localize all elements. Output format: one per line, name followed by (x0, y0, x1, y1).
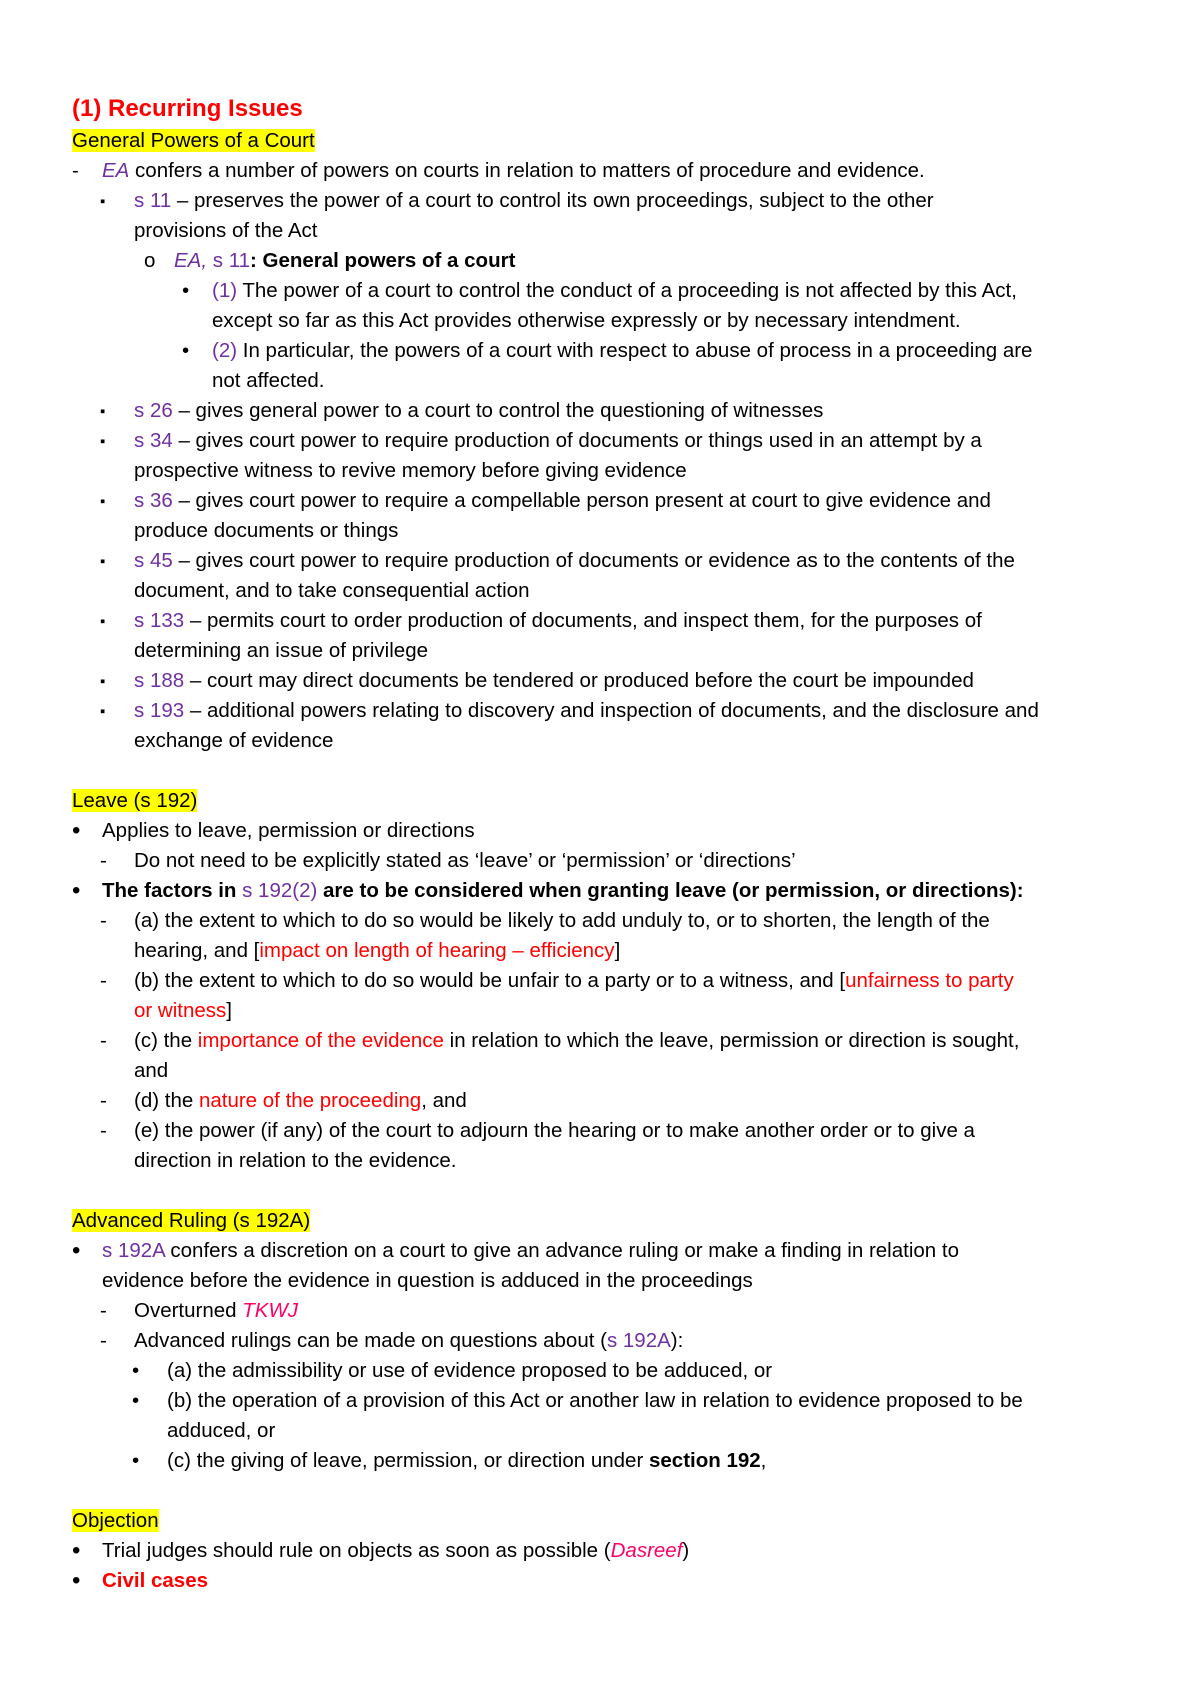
list-item-text (134, 1296, 1132, 1326)
text-run: direction in relation to the evidence. (134, 1149, 457, 1172)
list-item-text (134, 1326, 1132, 1356)
section-heading-text: Leave (s 192) (72, 789, 198, 812)
list-item-text (134, 396, 1132, 426)
list-item (72, 1356, 1132, 1386)
text-run: ) (682, 1539, 690, 1562)
bullet-marker: - (100, 909, 107, 932)
list-item-text (102, 1536, 1132, 1566)
list-item (72, 1386, 1132, 1446)
list-item-text (134, 1026, 1132, 1086)
bullet-marker: ▪ (100, 193, 106, 210)
text-run: section 192 (648, 1449, 761, 1472)
text-run: – court may direct documents be tendered or produced before the court be impounded (184, 669, 974, 692)
text-run: nature of the proceeding (198, 1089, 422, 1112)
text-run: s 11 (212, 249, 250, 272)
list-item (72, 816, 1132, 846)
text-run: In particular, the powers of a court with respect to abuse of process in a proceeding are (237, 339, 1033, 362)
list-item (72, 246, 1132, 276)
section-heading-text: Objection (72, 1509, 159, 1532)
list-item (72, 1236, 1132, 1296)
text-run: (2) (212, 339, 238, 362)
text-run: exchange of evidence (134, 729, 334, 752)
list-item-text (102, 876, 1132, 906)
list-item-text (102, 816, 1132, 846)
text-run: – preserves the power of a court to control its own proceedings, subject to the other (171, 189, 934, 212)
list-item-text (102, 1566, 1132, 1596)
bullet-marker: • (72, 877, 81, 904)
text-run: unfairness to party (845, 969, 1014, 992)
bullet-marker: ▪ (100, 703, 106, 720)
list-item-text (167, 1446, 1132, 1476)
section-heading (72, 126, 1132, 156)
text-run: Overturned (134, 1299, 243, 1322)
list-item (72, 876, 1132, 906)
bullet-marker: ▪ (100, 403, 106, 420)
text-run: (b) the operation of a provision of this Act or another law in relation to evidence proposed to be (167, 1389, 1023, 1412)
text-run: are to be considered when granting leave (or permission, or directions): (317, 879, 1024, 902)
bullet-marker: • (182, 279, 190, 302)
text-run: hearing, and [ (134, 939, 260, 962)
text-run: (1) (212, 279, 238, 302)
text-run: evidence before the evidence in question is adduced in the proceedings (102, 1269, 753, 1292)
text-run: except so far as this Act provides otherwise expressly or by necessary intendment. (212, 309, 961, 332)
list-item (72, 336, 1132, 396)
text-run: s 45 (134, 549, 173, 572)
list-item (72, 1086, 1132, 1116)
text-run: adduced, or (167, 1419, 276, 1442)
text-run: confers a discretion on a court to give an advance ruling or make a finding in relation to (164, 1239, 959, 1262)
list-item-text (212, 336, 1132, 396)
text-run: EA, (174, 249, 213, 272)
text-run: s 192(2) (242, 879, 318, 902)
section-spacer (72, 1176, 1132, 1206)
text-run: (b) the extent to which to do so would be unfair to a party or to a witness, and [ (134, 969, 846, 992)
text-run: Applies to leave, permission or directions (102, 819, 475, 842)
text-run: Civil cases (102, 1569, 208, 1592)
list-item (72, 906, 1132, 966)
list-item (72, 846, 1132, 876)
section-heading-text: Advanced Ruling (s 192A) (72, 1209, 311, 1232)
text-run: confers a number of powers on courts in relation to matters of procedure and evidence. (129, 159, 925, 182)
bullet-marker: ▪ (100, 553, 106, 570)
bullet-marker: - (100, 1119, 107, 1142)
document-body (72, 126, 1132, 1596)
text-run: Advanced rulings can be made on questions about ( (134, 1329, 607, 1352)
text-run: and (134, 1059, 169, 1082)
text-run: The power of a court to control the conduct of a proceeding is not affected by this Act, (237, 279, 1017, 302)
list-item-text (134, 546, 1132, 606)
text-run: impact on length of hearing – efficiency (259, 939, 615, 962)
text-run: determining an issue of privilege (134, 639, 428, 662)
text-run: EA (102, 159, 130, 182)
list-item-text (212, 276, 1132, 336)
text-run: – gives general power to a court to control the questioning of witnesses (172, 399, 824, 422)
bullet-marker: - (100, 849, 107, 872)
list-item (72, 696, 1132, 756)
bullet-marker: ▪ (100, 673, 106, 690)
list-item (72, 156, 1132, 186)
list-item (72, 606, 1132, 666)
text-run: – gives court power to require a compellable person present at court to give evidence and (172, 489, 991, 512)
list-item-text (134, 846, 1132, 876)
text-run: Trial judges should rule on objects as soon as possible ( (102, 1539, 611, 1562)
text-run: s 188 (134, 669, 185, 692)
list-item (72, 1566, 1132, 1596)
bullet-marker: o (144, 249, 156, 272)
text-run: s 34 (134, 429, 173, 452)
bullet-marker: • (182, 339, 190, 362)
list-item-text (134, 1116, 1132, 1176)
list-item (72, 1326, 1132, 1356)
list-item-text (134, 966, 1132, 1026)
list-item-text (134, 906, 1132, 966)
section-heading (72, 1206, 1132, 1236)
text-run: s 193 (134, 699, 185, 722)
bullet-marker: • (72, 1237, 81, 1264)
list-item-text (134, 1086, 1132, 1116)
list-item (72, 966, 1132, 1026)
text-run: (d) the (134, 1089, 199, 1112)
list-item (72, 1446, 1132, 1476)
list-item-text (167, 1386, 1132, 1446)
text-run: – permits court to order production of documents, and inspect them, for the purposes of (184, 609, 982, 632)
list-item-text (102, 1236, 1132, 1296)
bullet-marker: - (100, 1299, 107, 1322)
text-run: Do not need to be explicitly stated as ‘leave’ or ‘permission’ or ‘directions’ (134, 849, 796, 872)
bullet-marker: • (132, 1359, 140, 1382)
text-run: (a) the admissibility or use of evidence proposed to be adduced, or (167, 1359, 773, 1382)
section-spacer (72, 1476, 1132, 1506)
text-run: , (760, 1449, 767, 1472)
section-heading-text: General Powers of a Court (72, 129, 315, 152)
bullet-marker: • (132, 1389, 140, 1412)
text-run: (c) the giving of leave, permission, or direction under (167, 1449, 649, 1472)
bullet-marker: ▪ (100, 493, 106, 510)
list-item (72, 1296, 1132, 1326)
list-item (72, 186, 1132, 246)
document-title: (1) Recurring Issues (72, 95, 303, 122)
text-run: produce documents or things (134, 519, 399, 542)
bullet-marker: • (132, 1449, 140, 1472)
text-run: : General powers of a court (249, 249, 516, 272)
text-run: s 36 (134, 489, 173, 512)
text-run: s 26 (134, 399, 173, 422)
text-run: The factors in (102, 879, 243, 902)
text-run: ] (614, 939, 621, 962)
bullet-marker: ▪ (100, 613, 106, 630)
text-run: Dasreef (610, 1539, 683, 1562)
text-run: (e) the power (if any) of the court to adjourn the hearing or to make another order or to give a (134, 1119, 975, 1142)
text-run: (a) the extent to which to do so would be likely to add unduly to, or to shorten, the length of the (134, 909, 990, 932)
bullet-marker: • (72, 817, 81, 844)
text-run: or witness (134, 999, 227, 1022)
list-item (72, 666, 1132, 696)
list-item (72, 1116, 1132, 1176)
list-item (72, 276, 1132, 336)
list-item-text (134, 486, 1132, 546)
bullet-marker: • (72, 1567, 81, 1594)
list-item-text (134, 666, 1132, 696)
text-run: ): (670, 1329, 684, 1352)
bullet-marker: - (72, 159, 79, 182)
document-page (72, 92, 1132, 1596)
text-run: – gives court power to require production of documents or evidence as to the contents of the (172, 549, 1015, 572)
bullet-marker: • (72, 1537, 81, 1564)
text-run: (c) the (134, 1029, 198, 1052)
list-item-text (134, 606, 1132, 666)
text-run: – additional powers relating to discovery and inspection of documents, and the disclosure and (184, 699, 1039, 722)
bullet-marker: - (100, 1029, 107, 1052)
list-item (72, 396, 1132, 426)
text-run: – gives court power to require production of documents or things used in an attempt by a (172, 429, 982, 452)
list-item-text (167, 1356, 1132, 1386)
text-run: in relation to which the leave, permission or direction is sought, (443, 1029, 1020, 1052)
text-run: s 192A (606, 1329, 671, 1352)
section-heading (72, 1506, 1132, 1536)
list-item (72, 426, 1132, 486)
text-run: prospective witness to revive memory before giving evidence (134, 459, 687, 482)
bullet-marker: - (100, 1089, 107, 1112)
bullet-marker: - (100, 969, 107, 992)
list-item (72, 486, 1132, 546)
text-run: s 192A (102, 1239, 165, 1262)
text-run: TKWJ (242, 1299, 299, 1322)
text-run: , and (421, 1089, 467, 1112)
bullet-marker: - (100, 1329, 107, 1352)
text-run: not affected. (212, 369, 325, 392)
list-item (72, 1026, 1132, 1086)
list-item (72, 1536, 1132, 1566)
bullet-marker: ▪ (100, 433, 106, 450)
section-spacer (72, 756, 1132, 786)
text-run: s 11 (134, 189, 172, 212)
list-item-text (102, 156, 1132, 186)
text-run: document, and to take consequential action (134, 579, 530, 602)
list-item-text (134, 186, 1132, 246)
text-run: s 133 (134, 609, 185, 632)
text-run: provisions of the Act (134, 219, 318, 242)
list-item-text (134, 696, 1132, 756)
text-run: ] (226, 999, 232, 1022)
list-item (72, 546, 1132, 606)
section-heading (72, 786, 1132, 816)
text-run: importance of the evidence (197, 1029, 444, 1052)
list-item-text (134, 426, 1132, 486)
list-item-text (174, 246, 1132, 276)
